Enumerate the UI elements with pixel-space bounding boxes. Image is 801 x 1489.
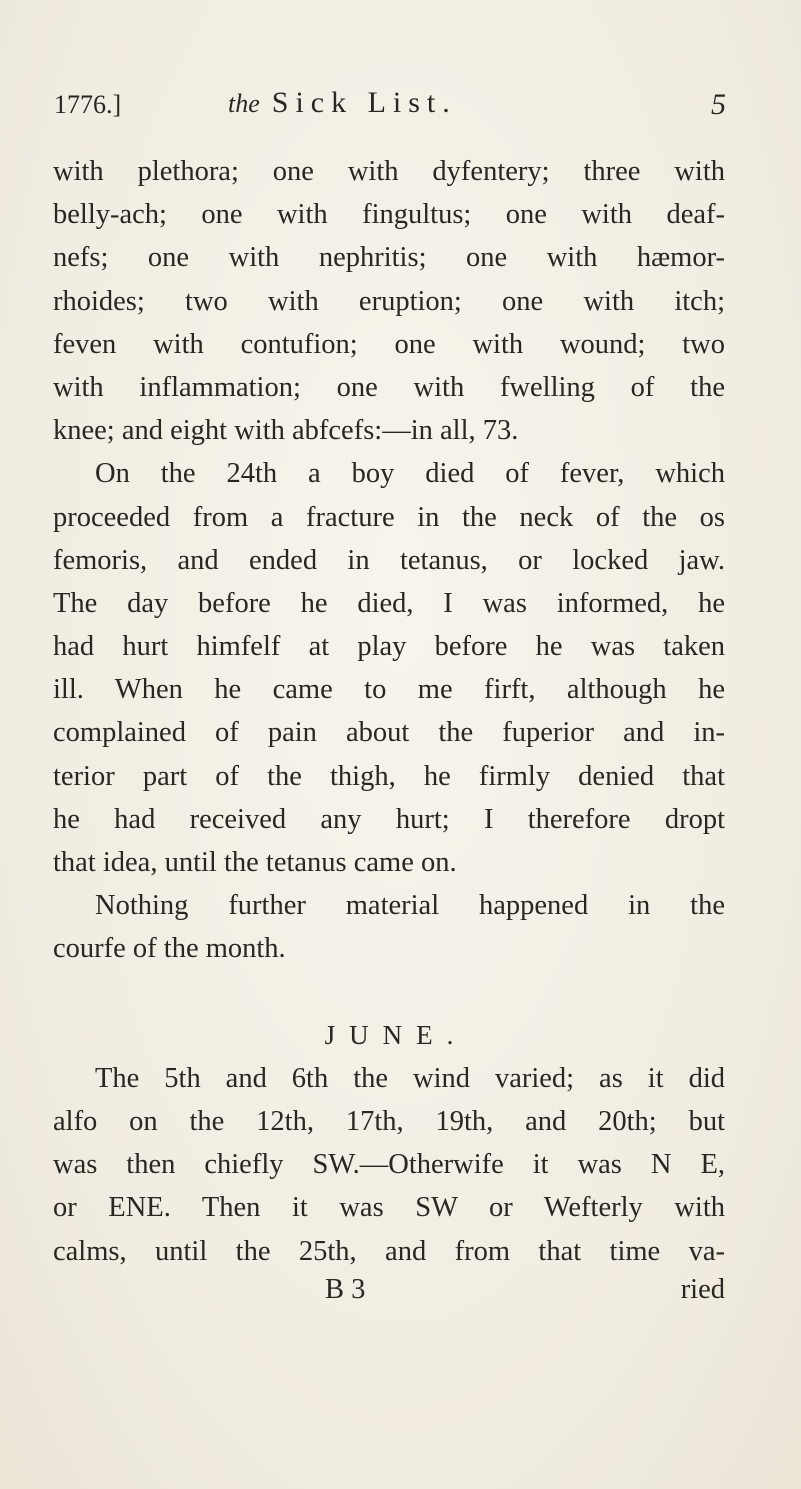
text-line: he had received any hurt; I therefore dropt [53, 803, 725, 835]
text-line: with inflammation; one with fwelling of the [53, 371, 725, 403]
text-line: knee; and eight with abfcefs:—in all, 73. [53, 415, 519, 447]
text-line: or ENE. Then it was SW or Wefterly with [53, 1192, 725, 1224]
text-line: complained of pain about the fuperior and in- [53, 717, 725, 749]
text-line: rhoides; two with eruption; one with itch; [53, 285, 725, 317]
running-title-text: Sick List. [271, 86, 457, 119]
page-number: 5 [711, 88, 726, 121]
text-line: The day before he died, I was informed, he [53, 587, 725, 619]
running-title-article: the [228, 89, 260, 118]
signature-mark: B 3 [325, 1274, 366, 1305]
text-line: was then chiefly SW.—Otherwife it was N E, [53, 1149, 725, 1181]
text-line: courfe of the month. [53, 933, 286, 965]
text-line: feven with contufion; one with wound; two [53, 328, 725, 360]
body-text [53, 150, 725, 1273]
text-line: nefs; one with nephritis; one with hæmor- [53, 242, 725, 274]
page-footer [53, 1274, 725, 1317]
text-line: alfo on the 12th, 17th, 19th, and 20th; but [53, 1105, 725, 1137]
text-line: belly-ach; one with fingultus; one with deaf- [53, 199, 725, 231]
text-line: terior part of the thigh, he firmly denied that [53, 760, 725, 792]
header-year: 1776.] [54, 90, 122, 119]
text-line: On the 24th a boy died of fever, which [95, 458, 725, 490]
text-line: The 5th and 6th the wind varied; as it did [95, 1062, 725, 1094]
running-title [228, 86, 457, 120]
text-line: femoris, and ended in tetanus, or locked jaw. [53, 544, 725, 576]
text-line: ill. When he came to me firft, although he [53, 674, 725, 706]
text-line: that idea, until the tetanus came on. [53, 847, 457, 878]
text-line: proceeded from a fracture in the neck of the os [53, 501, 725, 533]
text-line: Nothing further material happened in the [95, 890, 725, 922]
catchword: ried [680, 1274, 725, 1305]
text-line: with plethora; one with dyfentery; three with [53, 156, 725, 187]
section-heading: JUNE. [324, 1019, 468, 1050]
text-line: had hurt himfelf at play before he was taken [53, 631, 725, 663]
running-header [50, 84, 726, 130]
text-line: calms, until the 25th, and from that time va- [53, 1235, 725, 1267]
